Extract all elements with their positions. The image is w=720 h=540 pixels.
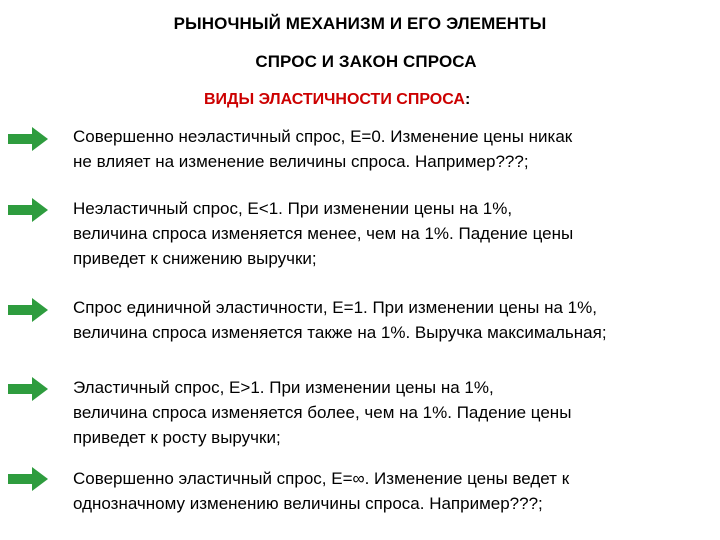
- list-item-line: Эластичный спрос, Е>1. При изменении цены на 1%,: [73, 378, 494, 397]
- list-item-line: приведет к росту выручки;: [73, 428, 281, 447]
- page-subtitle: СПРОС И ЗАКОН СПРОСА: [255, 52, 477, 71]
- list-item-line: приведет к снижению выручки;: [73, 249, 317, 268]
- green-arrow-icon: [8, 467, 48, 491]
- green-arrow-icon: [8, 198, 48, 222]
- section-heading-label: ВИДЫ ЭЛАСТИЧНОСТИ СПРОСА: [204, 91, 465, 108]
- list-item-line: величина спроса изменяется более, чем на 1%. Падение цены: [73, 403, 572, 422]
- list-item-line: Неэластичный спрос, Е<1. При изменении цены на 1%,: [73, 199, 513, 218]
- list-item-line: Совершенно неэластичный спрос, Е=0. Изменение цены никак: [73, 127, 573, 146]
- list-item-line: величина спроса изменяется менее, чем на 1%. Падение цены: [73, 224, 574, 243]
- green-arrow-icon: [8, 298, 48, 322]
- list-item-line: Спрос единичной эластичности, Е=1. При изменении цены на 1%,: [73, 298, 597, 317]
- list-item-line: Совершенно эластичный спрос, Е=∞. Изменение цены ведет к: [73, 469, 570, 488]
- list-item-line: величина спроса изменяется также на 1%. Выручка максимальная;: [73, 323, 607, 342]
- page-title: РЫНОЧНЫЙ МЕХАНИЗМ И ЕГО ЭЛЕМЕНТЫ: [173, 14, 547, 33]
- section-heading: [204, 91, 470, 109]
- list-item-line: однозначному изменению величины спроса. Например???;: [73, 494, 543, 513]
- section-heading-colon: :: [464, 91, 471, 108]
- green-arrow-icon: [8, 377, 48, 401]
- list-item-line: не влияет на изменение величины спроса. Например???;: [73, 152, 529, 171]
- green-arrow-icon: [8, 127, 48, 151]
